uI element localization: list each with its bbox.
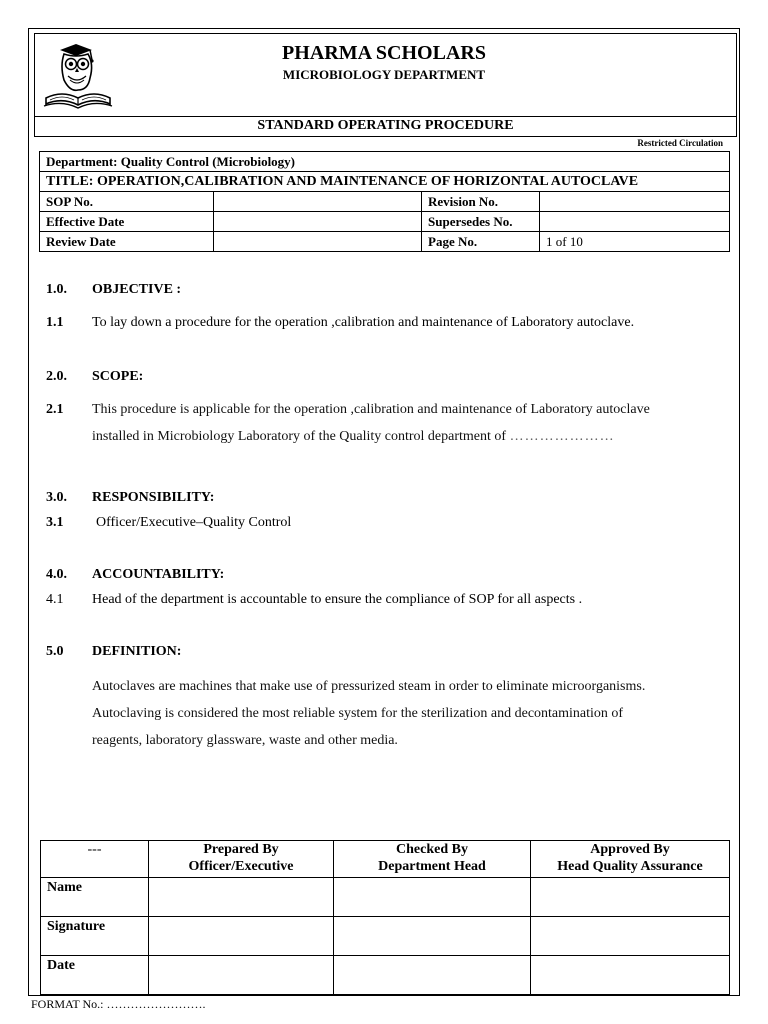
- revision-label: Revision No.: [422, 192, 540, 212]
- format-label: FORMAT No.:: [31, 997, 104, 1011]
- prepared-date-cell[interactable]: [149, 956, 334, 995]
- scope-line-2: [92, 423, 650, 450]
- approved-date-cell[interactable]: [531, 956, 730, 995]
- prepared-by-role: Officer/Executive: [188, 859, 294, 874]
- section-number: 5.0: [46, 644, 64, 659]
- prepared-signature-cell[interactable]: [149, 917, 334, 956]
- approved-by-label: Approved By: [590, 842, 670, 857]
- definition-line-1: Autoclaves are machines that make use of pressurized steam in order to eliminate microorganisms.: [92, 679, 646, 694]
- org-name: PHARMA SCHOLARS: [282, 42, 486, 64]
- signoff-corner: ---: [41, 841, 149, 878]
- item-text: Head of the department is accountable to ensure the compliance of SOP for all aspects .: [92, 592, 583, 607]
- item-number: 2.1: [46, 402, 64, 417]
- sop-no-value: [214, 192, 422, 212]
- sop-no-label: SOP No.: [40, 192, 214, 212]
- item-number: 3.1: [46, 515, 64, 530]
- review-date-label: Review Date: [40, 232, 214, 252]
- item-number: 1.1: [46, 315, 64, 330]
- restricted-circulation: Restricted Circulation: [637, 138, 723, 148]
- definition-line-3: reagents, laboratory glassware, waste and other media.: [92, 733, 398, 748]
- checked-by-role: Department Head: [378, 859, 486, 874]
- checked-by-header: [334, 841, 531, 878]
- checked-name-cell[interactable]: [334, 878, 531, 917]
- signoff-table: [40, 840, 730, 995]
- definition-line-2: Autoclaving is considered the most reliable system for the sterilization and decontamination of: [92, 706, 624, 721]
- item-2-1-text: [92, 396, 650, 450]
- sop-info-table: [39, 151, 730, 252]
- section-number: 3.0.: [46, 490, 67, 505]
- section-heading: SCOPE:: [92, 369, 144, 384]
- supersedes-value: [540, 212, 730, 232]
- row-date-label: Date: [41, 956, 149, 995]
- department-subtitle: MICROBIOLOGY DEPARTMENT: [282, 67, 486, 82]
- section-heading: DEFINITION:: [92, 644, 182, 659]
- approved-signature-cell[interactable]: [531, 917, 730, 956]
- section-number: 1.0.: [46, 282, 67, 297]
- effective-date-label: Effective Date: [40, 212, 214, 232]
- revision-value: [540, 192, 730, 212]
- scope-line-1: This procedure is applicable for the operation ,calibration and maintenance of Laboratory autoclave: [92, 402, 650, 417]
- effective-date-value: [214, 212, 422, 232]
- info-department: Department: Quality Control (Microbiology): [40, 152, 730, 172]
- section-number: 4.0.: [46, 567, 67, 582]
- review-date-value: [214, 232, 422, 252]
- supersedes-label: Supersedes No.: [422, 212, 540, 232]
- section-heading: ACCOUNTABILITY:: [92, 567, 225, 582]
- checked-date-cell[interactable]: [334, 956, 531, 995]
- page-no-value: 1 of 10: [540, 232, 730, 252]
- checked-by-label: Checked By: [396, 842, 468, 857]
- prepared-by-header: [149, 841, 334, 878]
- item-text: Officer/Executive–Quality Control: [96, 515, 292, 530]
- item-text: To lay down a procedure for the operation ,calibration and maintenance of Laboratory autoclave.: [92, 315, 635, 330]
- row-signature-label: Signature: [41, 917, 149, 956]
- definition-paragraph: [92, 673, 645, 754]
- approved-name-cell[interactable]: [531, 878, 730, 917]
- prepared-by-label: Prepared By: [203, 842, 279, 857]
- section-number: 2.0.: [46, 369, 67, 384]
- row-name-label: Name: [41, 878, 149, 917]
- scope-blank-dots: …………………: [509, 429, 615, 444]
- format-number: [31, 997, 205, 1012]
- info-title: TITLE: OPERATION,CALIBRATION AND MAINTENANCE OF HORIZONTAL AUTOCLAVE: [40, 172, 730, 192]
- approved-by-role: Head Quality Assurance: [557, 859, 703, 874]
- prepared-name-cell[interactable]: [149, 878, 334, 917]
- approved-by-header: [531, 841, 730, 878]
- section-heading: OBJECTIVE :: [92, 282, 182, 297]
- scope-line-2-text: installed in Microbiology Laboratory of the Quality control department of: [92, 429, 507, 444]
- sop-heading: STANDARD OPERATING PROCEDURE: [34, 115, 737, 137]
- page-no-label: Page No.: [422, 232, 540, 252]
- format-dots: …………………….: [106, 997, 206, 1011]
- section-heading: RESPONSIBILITY:: [92, 490, 215, 505]
- checked-signature-cell[interactable]: [334, 917, 531, 956]
- item-number: 4.1: [46, 592, 64, 607]
